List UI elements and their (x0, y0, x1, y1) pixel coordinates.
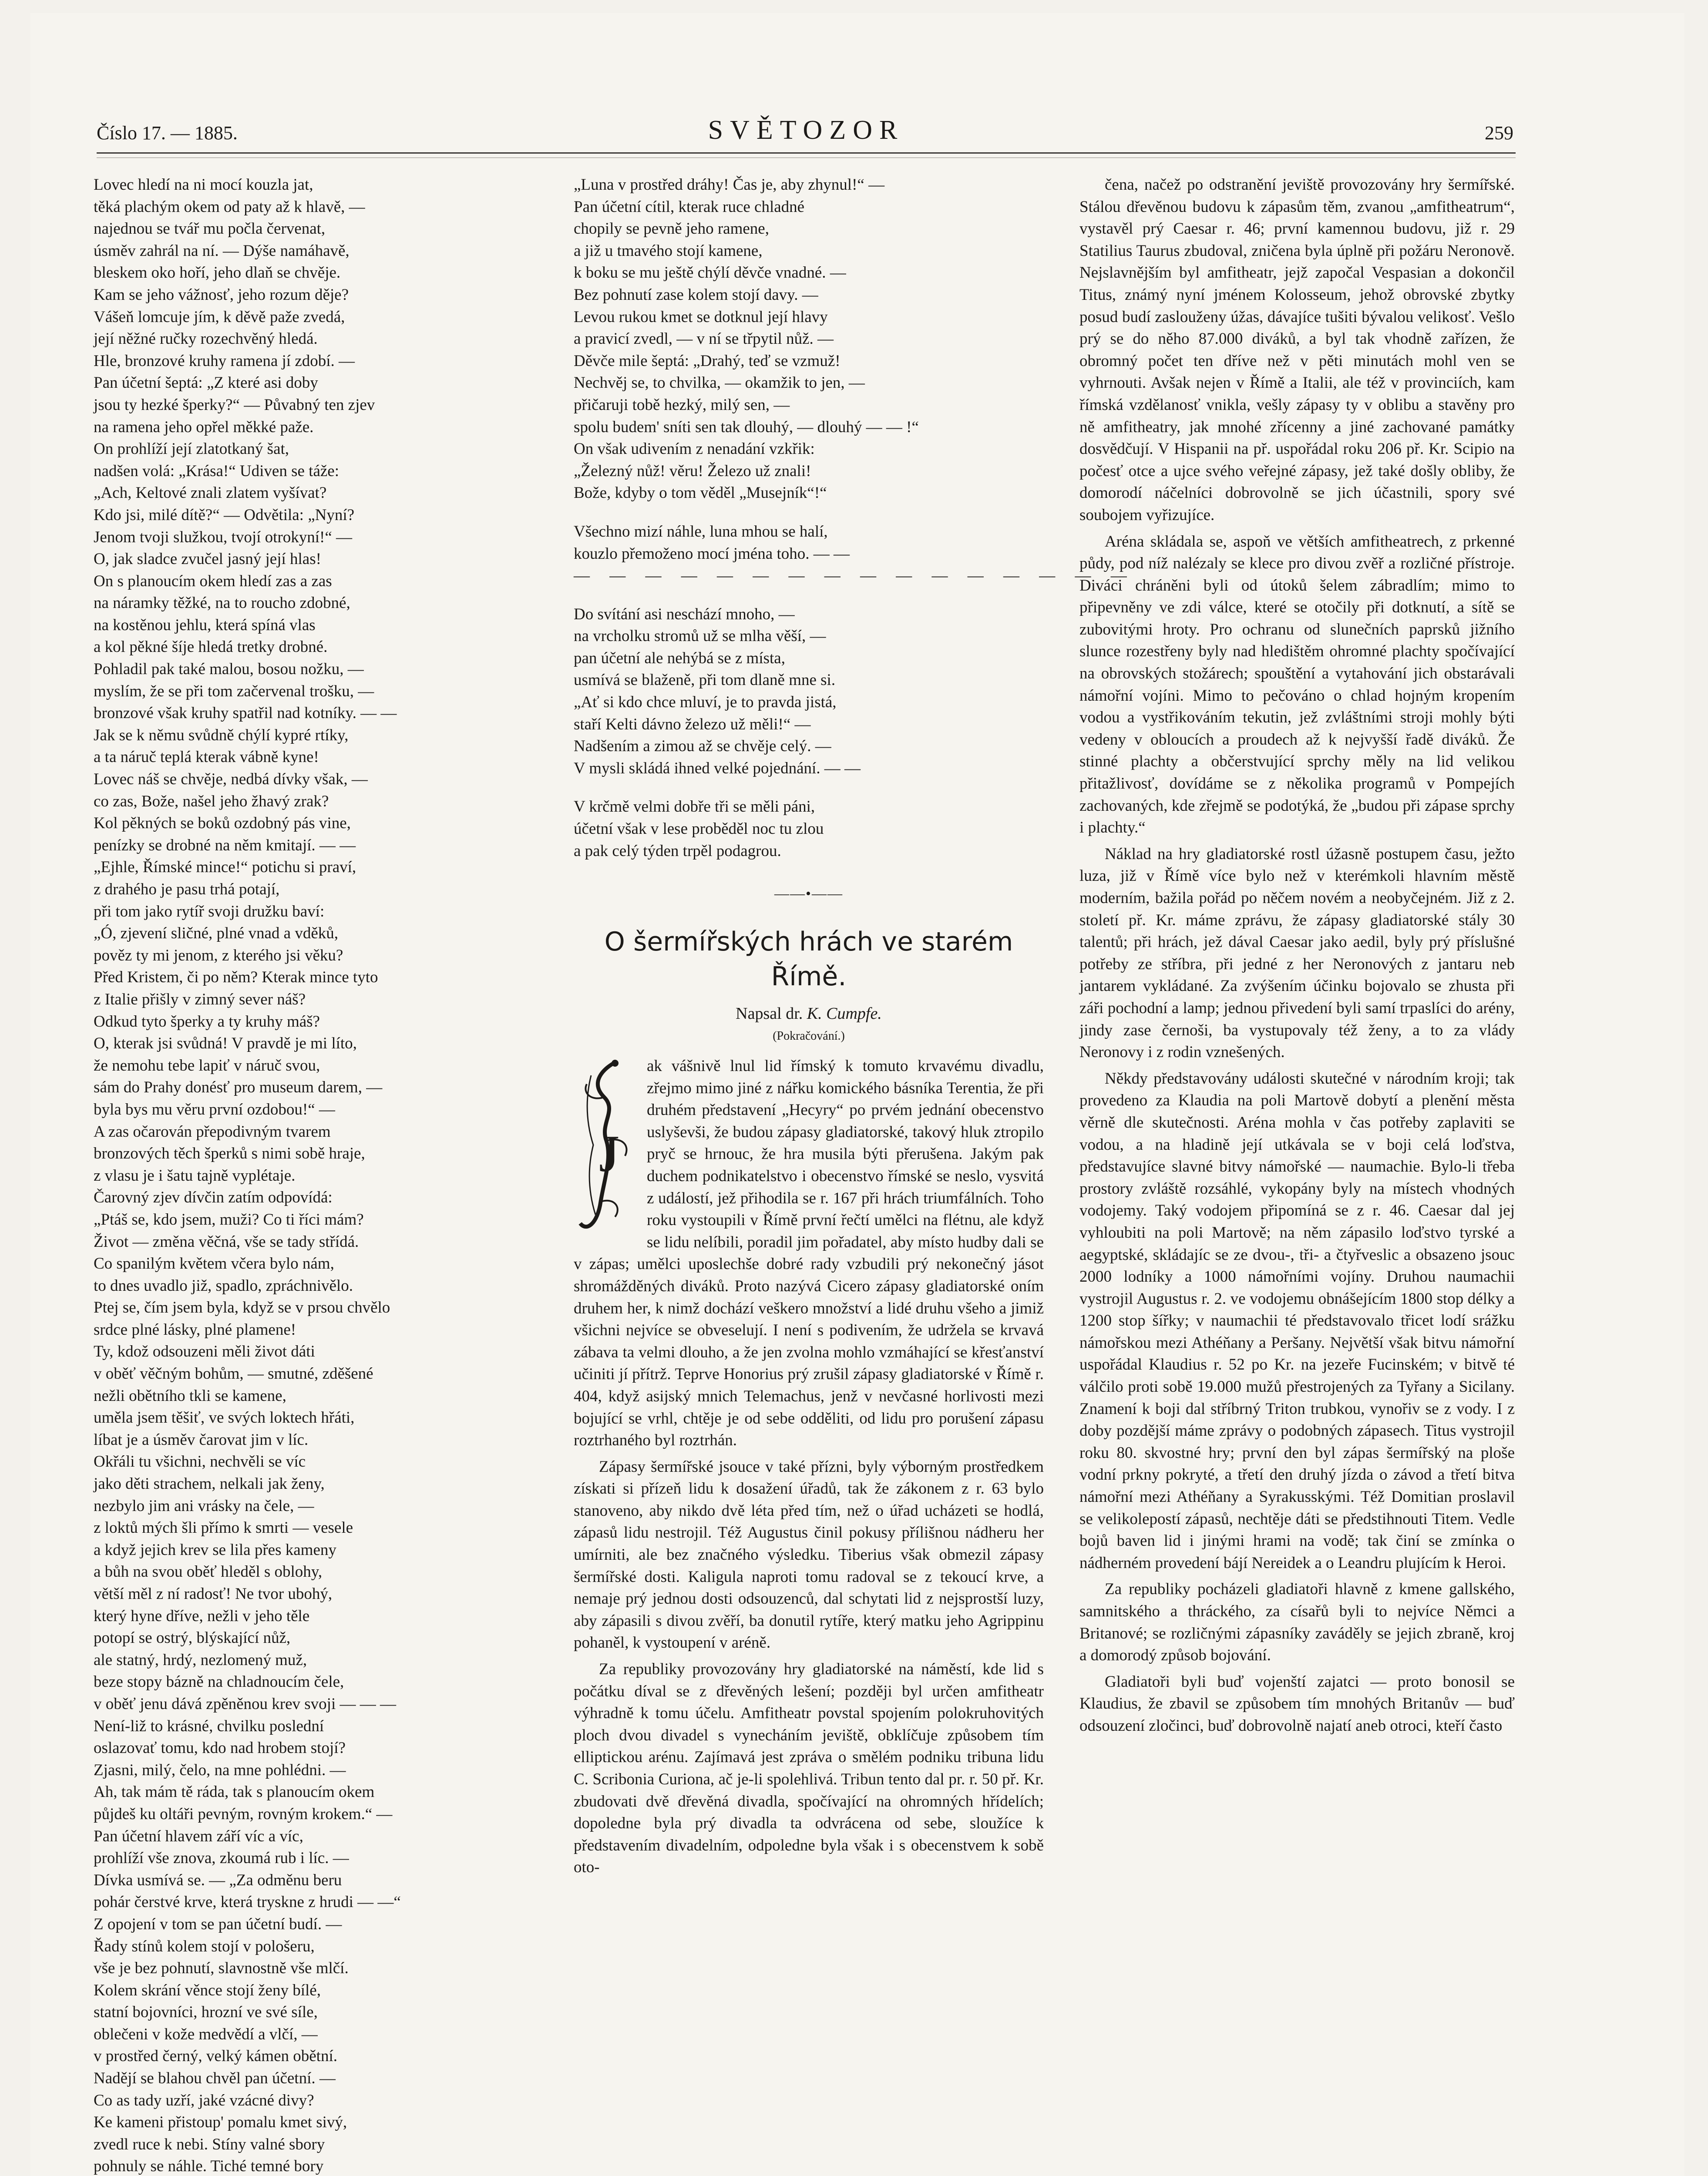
verse-line: a bůh na svou oběť hleděl s oblohy, (94, 1563, 323, 1581)
verse-line: na kostěnou jehlu, která spíná vlas (94, 616, 316, 634)
verse-line: Lovec hledí na ni mocí kouzla jat, (94, 176, 313, 194)
verse-line: a pak celý týden trpěl podagrou. (574, 842, 781, 860)
dropcap-letter: J (599, 1125, 619, 1182)
verse-line: V mysli skládá ihned velké pojednání. — — (574, 759, 861, 777)
verse-line: úsměv zahrál na ní. — Dýše namáhavě, (94, 242, 350, 260)
verse-line: Dívka usmívá se. — „Za odměnu beru (94, 1871, 342, 1889)
verse-line: Pan účetní šeptá: „Z které asi doby (94, 374, 318, 392)
verse-line: v oběť věčným bohům, — smutné, zděšené (94, 1365, 373, 1383)
verse-line: v oběť jenu dává zpěněnou krev svoji — — — (94, 1695, 396, 1713)
article-paragraph: Za republiky pocházeli gladiatoři hlavně z kmene gallského, samnitského a thráckého, za císařů byli to nejvíce Němci a Britanové; se rozličnými zápasníky zaváděly se jejich zbraně, kroj a domorodý způsob bojování. (1079, 1580, 1515, 1665)
verse-line: Řady stínů kolem stojí v pološeru, (94, 1937, 315, 1955)
verse-line: Všechno mizí náhle, luna mhou se halí, (574, 522, 828, 541)
verse-line: Do svítání asi neschází mnoho, — (574, 605, 795, 623)
verse-line: Nadšením a zimou až se chvěje celý. — (574, 737, 831, 756)
stanza-gap (574, 504, 1044, 521)
verse-line: Před Kristem, či po něm? Kterak mince tyto (94, 968, 378, 987)
column-3 (1079, 174, 1515, 2176)
verse-line: „Ať si kdo chce mluví, je to pravda jistá, (574, 693, 837, 712)
verse-line: líbat je a úsměv čarovat jim v líc. (94, 1431, 309, 1449)
poem-part-1 (94, 174, 544, 2176)
verse-line: na náramky těžké, na to roucho zdobné, (94, 594, 350, 612)
verse-line: prohlíží vše znova, zkoumá rub i líc. — (94, 1849, 349, 1867)
verse-line: Nechvěj se, to chvilka, — okamžik to jen, — (574, 374, 865, 392)
verse-line: O, jak sladce zvučel jasný její hlas! (94, 550, 321, 568)
poem-part-3 (574, 521, 1044, 565)
verse-line: potopí se ostrý, blýskající nůž, (94, 1629, 291, 1647)
verse-line: který hyne dříve, nežli v jeho těle (94, 1607, 310, 1625)
dash-separator: — — — — — — — — — — — — — — — — (574, 567, 1135, 585)
verse-line: Pan účetní cítil, kterak ruce chladné (574, 198, 805, 216)
verse-line: Zjasni, milý, čelo, na mne pohlédni. — (94, 1761, 346, 1779)
verse-line: a pravicí zvedl, — v ní se třpytil nůž. — (574, 330, 834, 348)
verse-line: usmívá se blaženě, při tom dlaně mne si. (574, 671, 836, 689)
verse-line: Život — změna věčná, vše se tady střídá. (94, 1232, 359, 1251)
verse-line: její něžné ručky rozechvěný hledá. (94, 330, 318, 348)
verse-line: větší měl z ní radosť! Ne tvor ubohý, (94, 1585, 333, 1603)
verse-line: oblečeni v kože medvědí a vlčí, — (94, 2025, 318, 2043)
verse-line: oslazovať tomu, kdo nad hrobem stojí? (94, 1739, 346, 1757)
verse-line: bronzové však kruhy spatřil nad kotníky. — — (94, 704, 397, 722)
verse-line: Co as tady uzří, jaké vzácné divy? (94, 2091, 314, 2109)
verse-line: a již u tmavého stojí kamene, (574, 242, 763, 260)
stanza-gap (574, 779, 1044, 796)
continuation-note: (Pokračování.) (773, 1029, 845, 1043)
article-paragraph: ak vášnivě lnul lid římský k tomuto krvavému divadlu, zřejmo mimo jiné z nářku komického básníka Terentia, že při druhém představení „Hecyry“ po prvém jednání obecenstvo uslyševši, že budou zápasy gladiatorské, takový hluk ztropilo pryč se hrnouc, že hra musila býti přerušena. Jakým pak duchem podnikatelstvo i obecenstvo římské se neslo, vysvitá z událostí, jež přihodila se r. 167 při hrách triumfálních. Toho roku vystoupili v Římě první řečtí umělci na flétnu, ale když se lidu nelíbili, poradil jim pořadatel, aby místo hudby dali se v zápas; umělci uposlechše dobré rady vzbudili prý nekonečný jásot shromážděných diváků. Proto nazývá Cicero zápasy gladiatorské oním druhem her, k nimž dochází veškero množství a lidé druhu všeho a jimiž všichni nejvíce se obveselují. I není s podivením, že udržela se krvavá zábava ta velmi dlouho, a že jen zvolna mohlo vzmáhající se křesťanství učiniti jí přítrž. Teprve Honorius prý zrušil zápasy gladiatorské v Římě r. 404, když asijský mnich Telemachus, jenž v nevčasné horlivosti mezi bojující se vrhl, chtěje je od sebe odděliti, od lidu pro porušení zápasu roztrhaného byl roztrhán. (574, 1057, 1044, 1450)
verse-line: bronzových těch šperků s nimi sobě hraje, (94, 1145, 365, 1163)
verse-line: Jak se k němu svůdně chýlí kypré rtíky, (94, 726, 349, 744)
article-title (574, 924, 1044, 994)
verse-line: byla bys mu věru první ozdobou!“ — (94, 1100, 335, 1118)
article-byline (574, 1003, 1044, 1025)
verse-line: Ah, tak mám tě ráda, tak s planoucím okem (94, 1783, 375, 1801)
article-title-line-2: Římě. (771, 961, 847, 992)
verse-line: že nemohu tebe lapiť v náruč svou, (94, 1056, 320, 1075)
verse-line: Nadějí se blahou chvěl pan účetní. — (94, 2069, 336, 2088)
byline-author: K. Cumpfe. (807, 1004, 882, 1023)
verse-line: Děvče mile šeptá: „Drahý, teď se vzmuž! (574, 352, 841, 370)
verse-line: pohár čerstvé krve, která tryskne z hrudi — —“ (94, 1893, 401, 1911)
col3-paragraphs (1079, 174, 1515, 1737)
verse-line: Vášeň lomcuje jím, k děvě paže zvedá, (94, 308, 345, 326)
verse-line: V krčmě velmi dobře tři se měli páni, (574, 798, 815, 816)
verse-line: On s planoucím okem hledí zas a zas (94, 572, 332, 590)
verse-line: co zas, Bože, našel jeho žhavý zrak? (94, 792, 329, 810)
verse-line: Pan účetní hlavem září víc a víc, (94, 1827, 303, 1845)
verse-line: On však udivením z nenadání vzkřik: (574, 440, 815, 458)
verse-line: a když jejich krev se lila přes kameny (94, 1541, 336, 1559)
verse-line: ale statný, hrdý, nezlomený muž, (94, 1651, 307, 1669)
column-1 (94, 174, 544, 2176)
verse-line: sám do Prahy donésť pro museum darem, — (94, 1078, 383, 1097)
verse-line: nežli obětního tkli se kamene, (94, 1387, 286, 1405)
verse-line: z drahého je pasu trhá potají, (94, 880, 280, 898)
verse-line: uměla jsem těšiť, ve svých loktech hřáti, (94, 1409, 355, 1427)
verse-line: Není-liž to krásné, chvilku poslední (94, 1717, 324, 1735)
verse-line: přičaruji tobě hezký, milý sen, — (574, 396, 790, 414)
verse-line: statní bojovníci, hrozní ve své síle, (94, 2003, 318, 2022)
dropcap-ornament (574, 1058, 639, 1241)
article-title-line-1: O šermířských hrách ve starém (604, 926, 1013, 957)
verse-line: Levou rukou kmet se dotknul její hlavy (574, 308, 828, 326)
section-ornament: ——•—— (774, 886, 843, 902)
verse-line: Pohladil pak také malou, bosou nožku, — (94, 660, 364, 678)
verse-line: „Železný nůž! věru! Železo už znali! (574, 462, 811, 480)
article-paragraph: Gladiatoři byli buď vojenští zajatci — proto bonosil se Klaudius, že zbavil se způsobem tím mnohých Britanův — buď odsouzení zločinci, buď dobrovolně najatí aneb otroci, kteří často (1079, 1672, 1515, 1735)
verse-line: jako děti strachem, nelkali jak ženy, (94, 1475, 325, 1493)
verse-line: nezbylo jim ani vrásky na čele, — (94, 1497, 314, 1515)
verse-line: bleskem oko hoří, jeho dlaň se chvěje. (94, 264, 341, 282)
verse-line: Hle, bronzové kruhy ramena jí zdobí. — (94, 352, 355, 370)
page-header (97, 114, 1513, 149)
article-paragraph: Zápasy šermířské jsouce v také přízni, byly výborným prostředkem získati si přízeň lidu k dosažení úřadů, tak že zákonem z r. 63 bylo stanoveno, aby nikdo dvě léta před tím, než o úřad ucházeti se hodlá, zápasů lidu nestrojil. Též Augustus činil pokusy přílišnou nádheru her umírniti, ale bez značného výsledku. Tiberius však obmezil zápasy šermířské dosti. Kaligula naproti tomu radoval se z tekoucí krve, a nemaje prý jednou dosti odsouzenců, dal schytati lid z nejsprostší luzy, aby zápasili s divou zvěří, ba donutil rytíře, který matku jeho Agrippinu pohaněl, k vystoupení v aréně. (574, 1457, 1044, 1652)
verse-line: jsou ty hezké šperky?“ — Půvabný ten zjev (94, 396, 375, 414)
verse-line: On prohlíží její zlatotkaný šat, (94, 440, 289, 458)
verse-line: zvedl ruce k nebi. Stíny valné sbory (94, 2135, 325, 2153)
verse-line: najednou se tvář mu počla červenat, (94, 220, 326, 238)
verse-line: Lovec náš se chvěje, nedbá dívky však, — (94, 770, 368, 789)
verse-line: v prostřed černý, velký kámen obětní. (94, 2047, 337, 2065)
verse-line: Kolem skrání věnce stojí ženy bílé, (94, 1981, 321, 1999)
verse-line: půjdeš ku oltáři pevným, rovným krokem.“ — (94, 1805, 393, 1823)
verse-line: staří Kelti dávno železo už měli!“ — (574, 715, 811, 733)
verse-line: Bože, kdyby o tom věděl „Musejník“!“ (574, 484, 827, 502)
journal-title: SVĚTOZOR (708, 115, 904, 145)
col2-paragraphs (574, 1055, 1044, 1879)
verse-line: a kol pěkné šíje hledá tretky drobné. (94, 638, 328, 656)
header-rule (97, 152, 1516, 154)
column-2 (574, 174, 1135, 2176)
verse-line: z vlasu je i šatu tajně vyplétaje. (94, 1166, 296, 1185)
issue-label: Číslo 17. — 1885. (97, 122, 238, 144)
verse-line: účetní však v lese proběděl noc tu zlou (574, 820, 824, 838)
dropcap-j-icon (574, 1058, 639, 1241)
verse-line: beze stopy bázně na chladnoucím čele, (94, 1673, 344, 1691)
verse-line: z Italie přišly v zimný sever náš? (94, 990, 306, 1008)
poem-part-5 (574, 796, 1044, 862)
verse-line: těká plachým okem od paty až k hlavě, — (94, 198, 365, 216)
verse-line: spolu budem' sníti sen tak dlouhý, — dlouhý — — !“ (574, 418, 919, 436)
verse-line: pan účetní ale nehýbá se z místa, (574, 649, 785, 667)
verse-line: Bez pohnutí zase kolem stojí davy. — (574, 285, 818, 304)
verse-line: „Ejhle, Římské mince!“ potichu si praví, (94, 858, 356, 876)
verse-line: Kdo jsi, milé dítě?“ — Odvětila: „Nyní? (94, 506, 355, 524)
verse-line: „Ó, zjevení sličné, plné vnad a vděků, (94, 924, 338, 943)
verse-line: na ramena jeho opřel měkké paže. (94, 418, 314, 436)
article-paragraph: Někdy představovány události skutečné v národním kroji; tak provedeno za Klaudia na poli Martově dobytí a plenění města věrně dle skutečnosti. Aréna mohla v čas potřeby zaplaviti se vodou, a na hladině její utkávala se v boji celá loďstva, představujíce slavné bitvy námořské — naumachie. Bylo-li třeba prostory zvláště rozsáhlé, vykopány byly na místech vhodných vodojemy. Taký vodojem připomíná se z r. 46. Caesar dal jej vyhloubiti na poli Martově; na něm zápasilo loďstvo tyrské a aegyptské, skládajíc se ze dvou-, tři- a čtyřveslic a obsazeno jsouc 2000 lodníky a 1000 námořními vojíny. Druhou naumachii vystrojil Augustus r. 2. ve vodojemu obnášejícím 1800 stop délky a 1200 stop šířky; v naumachii té představovalo třicet lodí srážku námořskou mezi Athéňany a Peršany. Největší však bitvu námořní uspořádal Klaudius r. 52 po Kr. na jezeře Fucinském; v bitvě té válčilo proti sobě 19.000 mužů přestrojených za Tyřany a Sicilany. Znamení k boji dal stříbrný Triton trubkou, vynořiv se z vody. I z doby pozdější máme zprávy o podobných zápasech. Titus vystrojil roku 80. skvostné hry; první den byl zápas šermířský na ploše vodní prkny pokryté, a třetí den druhý jízda o závod a třetí bitva námořní mezi Athéňany a Syrakusskými. Též Domitian proslavil se velikolepostí zápasů, nechtěje dáti se předstihnouti Titem. Vedle bojů baven lid i jinými hrami na vodě; tak činí se zmínka o nádherném provedení bájí Nereidek a o Leandru plujícím k Heroi. (1079, 1069, 1515, 1572)
verse-line: „Ach, Keltové znali zlatem vyšívat? (94, 484, 327, 502)
verse-line: Odkud tyto šperky a ty kruhy máš? (94, 1012, 320, 1031)
verse-line: Kam se jeho vážnosť, jeho rozum děje? (94, 285, 349, 304)
verse-line: z loktů mých šli přímo k smrti — vesele (94, 1519, 353, 1537)
verse-line: „Ptáš se, kdo jsem, muži? Co ti říci mám? (94, 1210, 364, 1229)
verse-line: pohnuly se náhle. Tiché temné bory (94, 2157, 324, 2176)
verse-line: srdce plné lásky, plné plamene! (94, 1320, 296, 1339)
verse-line: myslím, že se při tom začervenal trošku, — (94, 682, 374, 700)
verse-line: pověz ty mi jenom, z kterého jsi věku? (94, 946, 343, 964)
verse-line: při tom jako rytíř svoji družku baví: (94, 902, 325, 920)
stanza-gap (574, 587, 1044, 604)
verse-line: vše je bez pohnutí, slavnostně vše mlčí. (94, 1959, 349, 1978)
verse-line: penízky se drobné na něm kmitají. — — (94, 836, 356, 854)
verse-line: chopily se pevně jeho ramene, (574, 220, 769, 238)
article-paragraph: čena, načež po odstranění jeviště provozovány hry šermířské. Stálou dřevěnou budovu k zápasům těm, zvanou „amfitheatrum“, vystavěl prý Caesar r. 46; první kamennou budovu, již r. 29 Statilius Taurus zbudoval, zničena byla úplně při požáru Neronově. Nejslavnějším byl amfitheatr, jejž započal Vespasian a dokončil Titus, známý nyní jménem Kolosseum, jehož obrovské zbytky posud budí zaslouženy úžas, dávajíce tušiti bývalou velikosť. Vešlo prý se do něho 87.000 diváků, a byl tak vhodně zařízen, že obromný počet ten dříve než v pěti minutách mohl ven se vyhrnouti. Avšak nejen v Římě a Italii, ale též v provinciích, kam římská vzdělanosť vnikla, vešly zápasy ty v oblibu a stavěny pro ně amfitheatry, jak mnohé zřícenny a jiné zachované památky dosvědčují. V Hispanii na př. uspořádal roku 206 př. Kr. Scipio na počesť otce a ujce svého veřejné zápasy, jež také došly obliby, že domorodí náčelníci dobrovolně se jich účastnili, spory své soubojem vyřizujíce. (1079, 176, 1515, 524)
article-paragraph: Za republiky provozovány hry gladiatorské na náměstí, kde lid s počátku díval se z dřevěných lešení; později byl určen amfitheatr výhradně k tomu účelu. Amfitheatr povstal spojením polokruhovitých ploch dvou divadel s vynecháním jeviště, obklíčuje způsobem tím elliptickou arénu. Zajímavá jest zpráva o smělém podniku tribuna lidu C. Scribonia Curiona, ač je-li spolehlivá. Tribun tento dal pr. r. 50 př. Kr. zbudovati dvě dřevěná divadla, spočívající na ohromných hřídelích; dopoledne byla prý divadla ta odvrácena od sebe, sloužíce k představením divadelním, odpoledne byla však i s obecenstvem k sobě oto- (574, 1660, 1044, 1877)
verse-line: Jenom tvoji služkou, tvojí otrokyní!“ — (94, 528, 353, 546)
article-paragraph: Aréna skládala se, aspoň ve větších amfitheatrech, z prkenné půdy, pod níž nalézaly se klece pro divou zvěř a rozličné přístroje. Diváci chráněni byli od útoků šelem zábradlím; mimo to připevněny ve zdi válce, které se otočily při dotknutí, a sítě se zubovitými hroty. Pro ochranu od slunečních paprsků jižního slunce rozestřeny byly nad hledištěm ohromné plachty spočívající na obrovských stožárech; spouštění a vytahování jich obstarávali námořní vojíni. Mimo to pečováno o chlad hojným kropením vodou a vystřikováním tekutin, jež zvláštními stroji mohly býti vedeny v obloucích a proudech až k nejvyšší řadě diváků. Že stinné plachty a občerstvující sprchy měly na lid velikou přitažlivosť, dovídáme se z několika programů v Pompejích zachovaných, kde zřejmě se podotýká, že „budou při zápase sprchy i plachty.“ (1079, 532, 1515, 837)
verse-line: Ptej se, čím jsem byla, když se v prsou chvělo (94, 1299, 390, 1317)
article-body-col2 (574, 1055, 1044, 1879)
verse-line: to dnes uvadlo již, spadlo, zpráchnivělo. (94, 1276, 353, 1295)
verse-line: Co spanilým květem včera bylo nám, (94, 1255, 334, 1273)
verse-line: k boku se mu ještě chýlí děvče vnadné. — (574, 264, 846, 282)
verse-line: a ta náruč teplá kterak vábně kyne! (94, 748, 319, 766)
verse-line: Čarovný zjev dívčin zatím odpovídá: (94, 1189, 333, 1207)
article-paragraph: Náklad na hry gladiatorské rostl úžasně postupem času, ježto luza, již v Římě více bylo než v kterémkoli hlavním městě moderním, bažila pořád po něčem novém a neobyčejném. Již z 2. století př. Kr. máme zprávu, že zápasy gladiatorské stály 30 talentů; při hrách, jež dával Caesar jako aedil, byly prý příslušné potřeby ze stříbra, při jedné z her Neronových z jantaru neb jantarem vykládané. Za zvýšením účinku bojovalo se zhusta při záři pochodní a lamp; jednou přivedení byli samí trpaslíci do arény, jindy zase černoši, ba vystupovaly též ženy, a to za vlády Neronovy i z rodin vznešených. (1079, 845, 1515, 1061)
verse-line: Ke kameni přistoup' pomalu kmet sivý, (94, 2113, 347, 2132)
poem-part-2 (574, 174, 1044, 504)
verse-line: Z opojení v tom se pan účetní budí. — (94, 1915, 342, 1933)
verse-line: Ty, kdož odsouzeni měli život dáti (94, 1343, 315, 1361)
verse-line: nadšen volá: „Krása!“ Udiven se táže: (94, 462, 339, 480)
verse-line: A zas očarován přepodivným tvarem (94, 1122, 331, 1141)
verse-line: O, kterak jsi svůdná! V pravdě je mi líto, (94, 1034, 357, 1053)
verse-line: na vrcholku stromů už se mlha věší, — (574, 627, 826, 645)
verse-line: Kol pěkných se boků ozdobný pás vine, (94, 814, 351, 833)
poem-part-4 (574, 604, 1044, 780)
verse-line: kouzlo přemoženo mocí jména toho. — — (574, 544, 850, 563)
page-number: 259 (1485, 122, 1513, 144)
byline-prefix: Napsal dr. (736, 1004, 803, 1023)
verse-line: Okřáli tu všichni, nechvěli se víc (94, 1453, 306, 1471)
verse-line: „Luna v prostřed dráhy! Čas je, aby zhynul!“ — (574, 176, 885, 194)
